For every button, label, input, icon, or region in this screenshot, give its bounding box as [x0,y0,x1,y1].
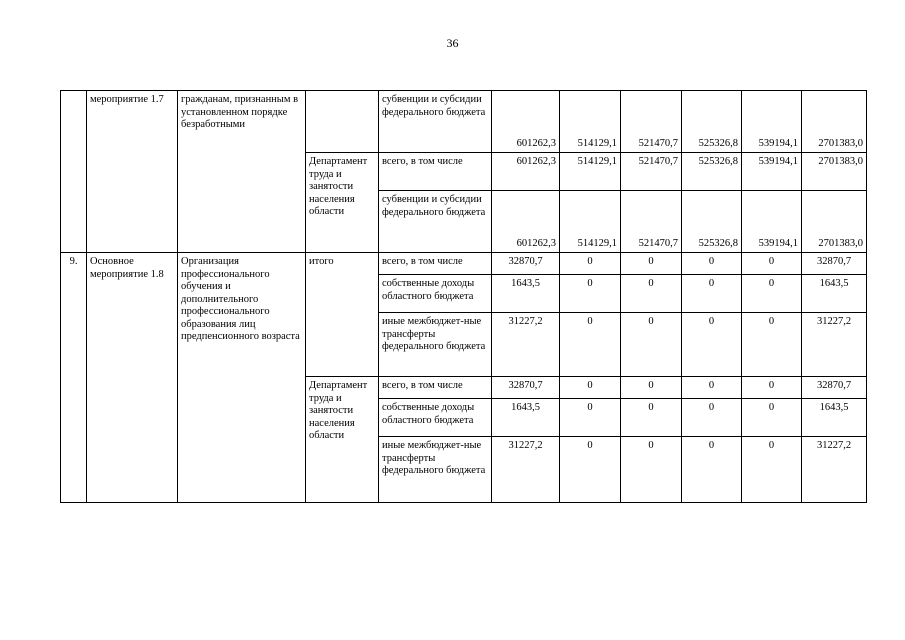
value-cell: 0 [621,253,682,275]
value-cell: 1643,5 [492,399,560,437]
total-value-cell: 2701383,0 [802,153,867,191]
value-cell: 0 [560,253,621,275]
value-cell: 0 [742,437,802,503]
event-description-cell: Организация профессионального обучения и дополнительного профессионального образования лиц предпенсионного возраста [178,253,306,503]
funding-source-cell: субвенции и субсидии федерального бюджета [379,91,492,153]
value-cell: 0 [682,377,742,399]
total-value-cell: 32870,7 [802,377,867,399]
value-cell: 31227,2 [492,437,560,503]
value-cell: 0 [682,253,742,275]
value-cell: 0 [742,275,802,313]
value-cell: 514129,1 [560,153,621,191]
value-cell: 0 [682,275,742,313]
total-value-cell: 31227,2 [802,437,867,503]
value-cell: 539194,1 [742,153,802,191]
total-value-cell: 32870,7 [802,253,867,275]
value-cell: 0 [742,313,802,377]
total-value-cell: 1643,5 [802,275,867,313]
executor-cell: итого [306,253,379,377]
executor-cell [306,91,379,153]
event-name-cell: мероприятие 1.7 [87,91,178,253]
value-cell: 0 [682,399,742,437]
value-cell: 31227,2 [492,313,560,377]
value-cell: 0 [560,313,621,377]
value-cell: 601262,3 [492,91,560,153]
value-cell: 32870,7 [492,377,560,399]
value-cell: 0 [621,377,682,399]
value-cell: 539194,1 [742,91,802,153]
value-cell: 0 [560,275,621,313]
executor-cell: Департамент труда и занятости населения области [306,377,379,503]
value-cell: 0 [560,437,621,503]
funding-source-cell: иные межбюджет-ные трансферты федерального бюджета [379,437,492,503]
value-cell: 0 [621,399,682,437]
value-cell: 539194,1 [742,191,802,253]
funding-source-cell: собственные доходы областного бюджета [379,275,492,313]
value-cell: 0 [560,399,621,437]
value-cell: 0 [560,377,621,399]
value-cell: 514129,1 [560,191,621,253]
value-cell: 0 [742,399,802,437]
funding-source-cell: иные межбюджет-ные трансферты федерального бюджета [379,313,492,377]
value-cell: 0 [621,275,682,313]
total-value-cell: 2701383,0 [802,91,867,153]
funding-source-cell: всего, в том числе [379,253,492,275]
funding-source-cell: собственные доходы областного бюджета [379,399,492,437]
value-cell: 601262,3 [492,191,560,253]
event-description-cell: гражданам, признанным в установленном порядке безработными [178,91,306,253]
value-cell: 525326,8 [682,153,742,191]
value-cell: 32870,7 [492,253,560,275]
value-cell: 1643,5 [492,275,560,313]
funding-source-cell: субвенции и субсидии федерального бюджета [379,191,492,253]
value-cell: 521470,7 [621,91,682,153]
value-cell: 0 [682,313,742,377]
value-cell: 0 [742,253,802,275]
table-row [61,91,867,153]
value-cell: 0 [621,313,682,377]
value-cell: 0 [621,437,682,503]
value-cell: 525326,8 [682,191,742,253]
row-number-cell: 9. [61,253,87,503]
event-name-cell: Основное мероприятие 1.8 [87,253,178,503]
value-cell: 0 [742,377,802,399]
budget-table [60,90,867,503]
value-cell: 0 [682,437,742,503]
value-cell: 601262,3 [492,153,560,191]
table-row [61,253,867,275]
value-cell: 525326,8 [682,91,742,153]
row-number-cell [61,91,87,253]
value-cell: 521470,7 [621,191,682,253]
funding-source-cell: всего, в том числе [379,153,492,191]
total-value-cell: 2701383,0 [802,191,867,253]
value-cell: 514129,1 [560,91,621,153]
value-cell: 521470,7 [621,153,682,191]
total-value-cell: 31227,2 [802,313,867,377]
funding-source-cell: всего, в том числе [379,377,492,399]
executor-cell: Департамент труда и занятости населения области [306,153,379,253]
total-value-cell: 1643,5 [802,399,867,437]
page-number: 36 [446,36,459,50]
